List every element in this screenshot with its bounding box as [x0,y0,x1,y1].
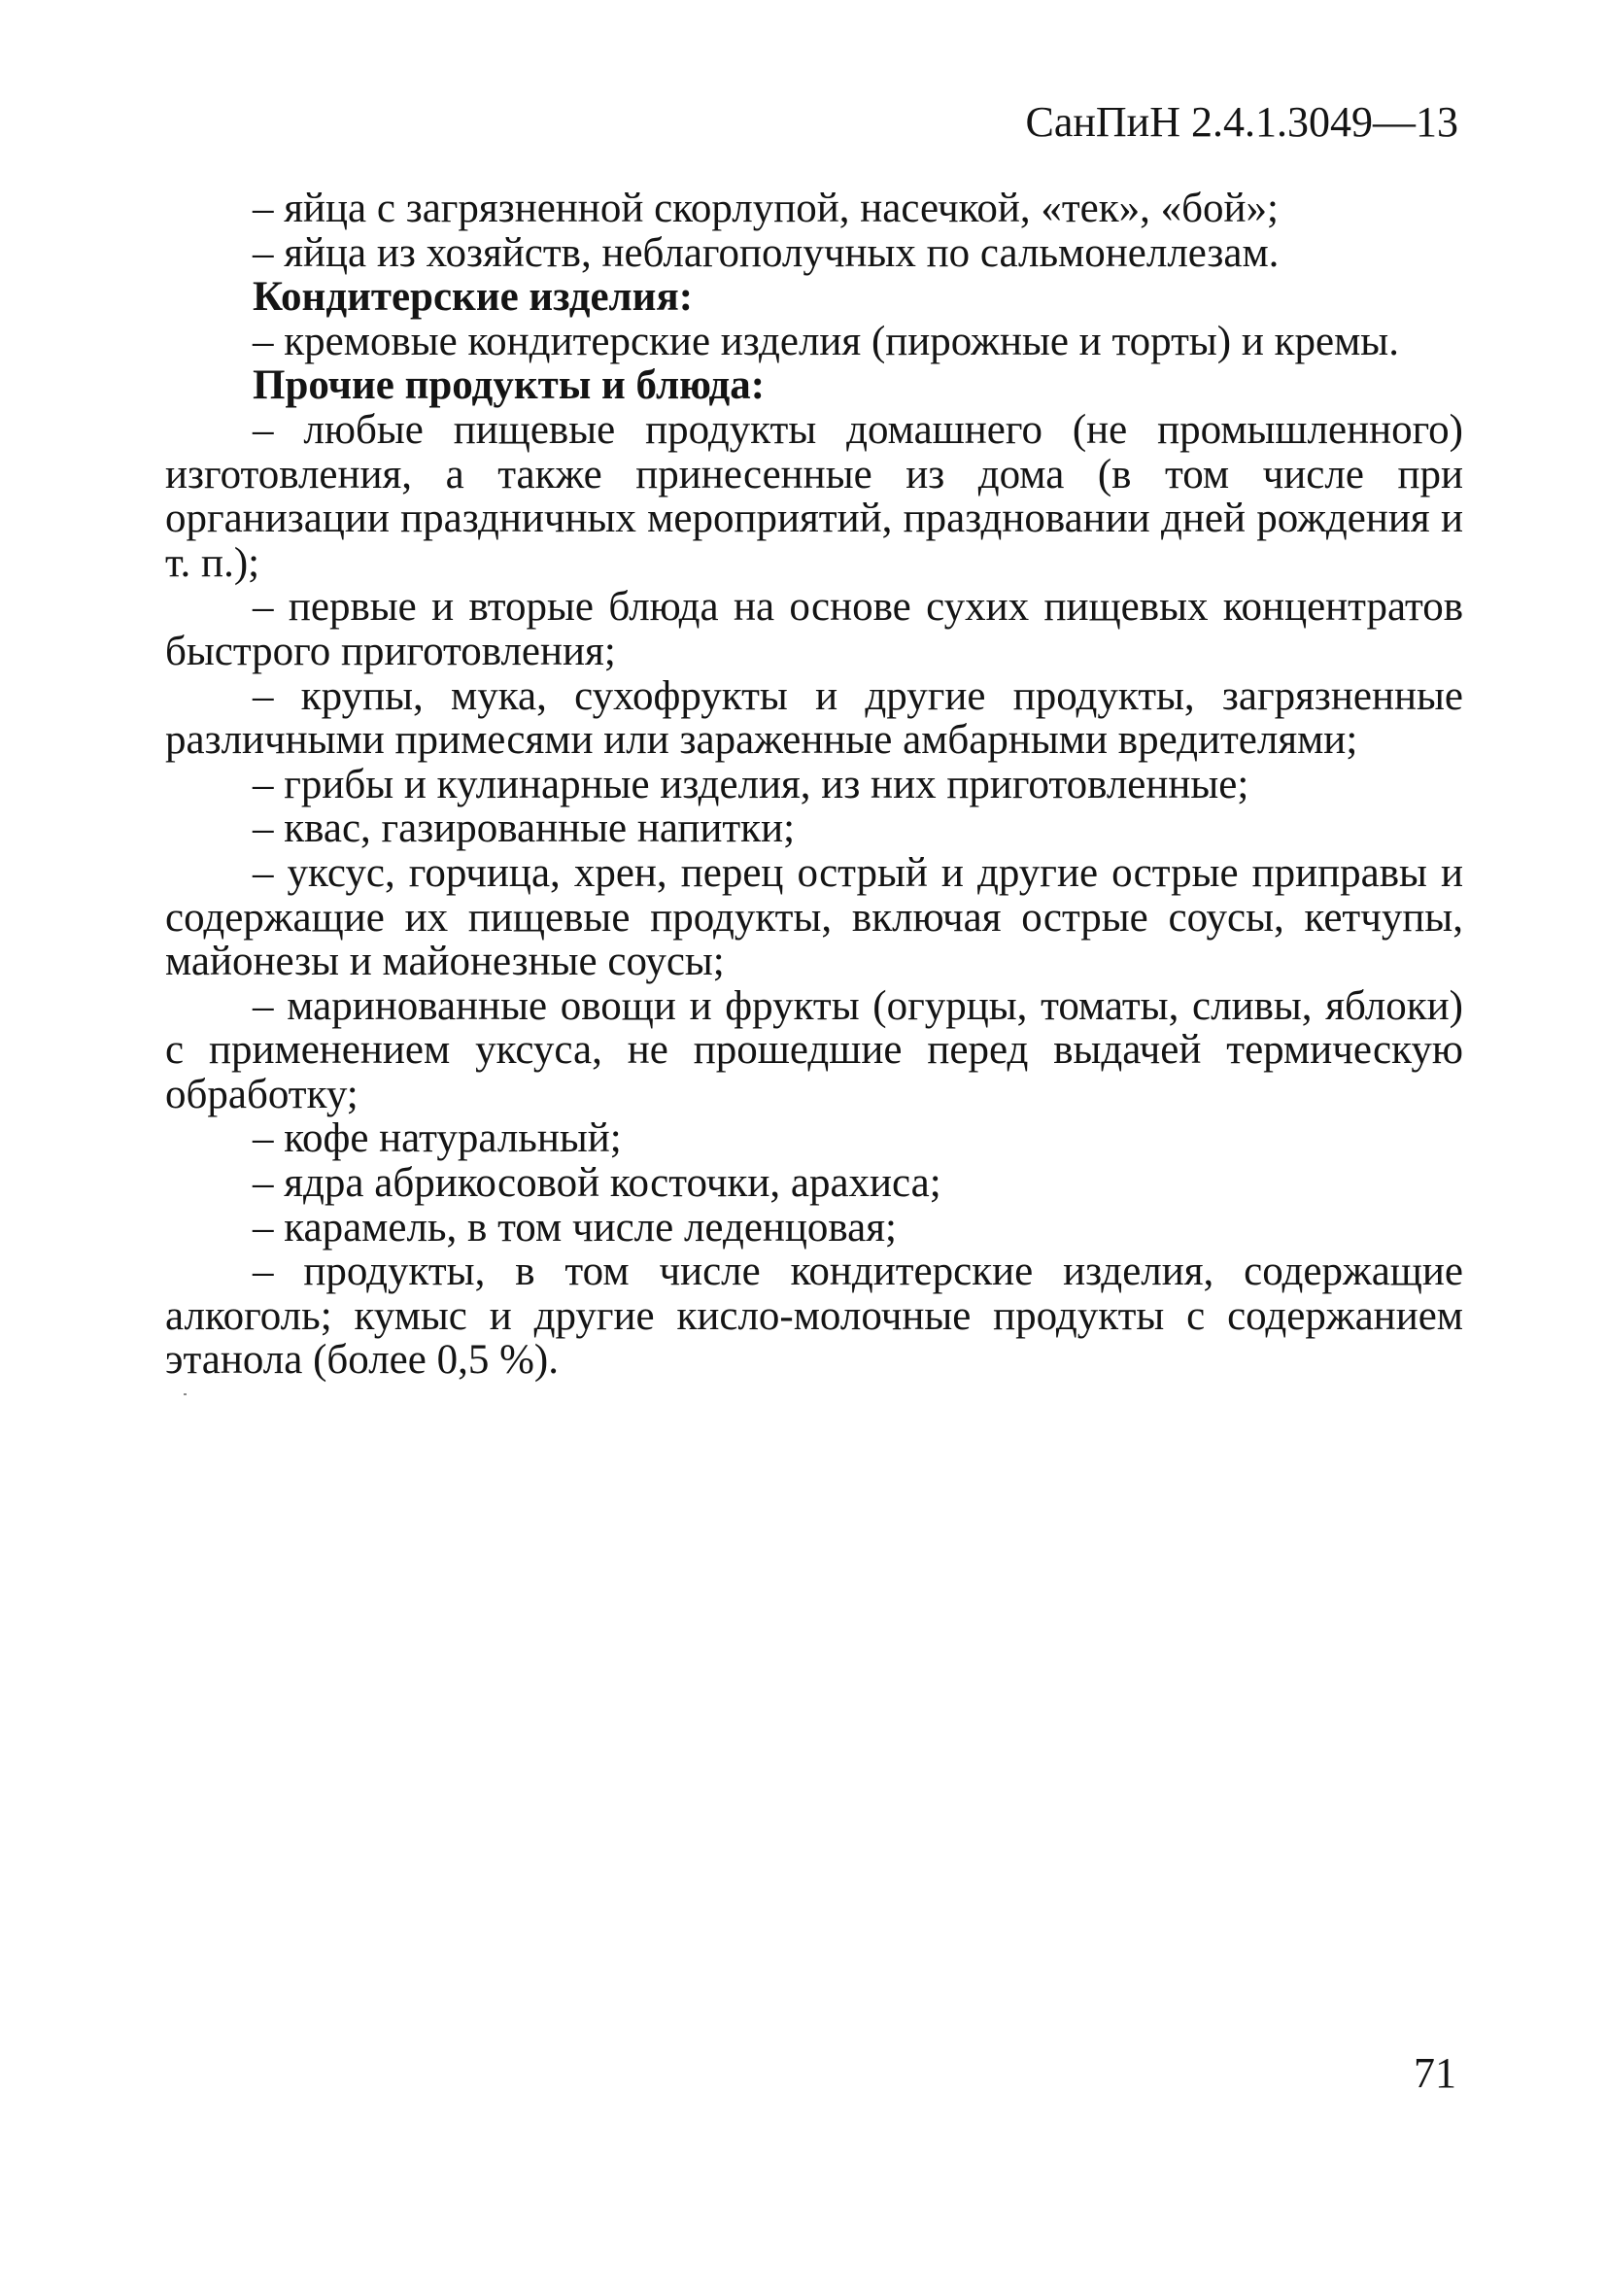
list-item: – карамель, в том числе леденцовая; [253,1204,897,1251]
section-heading: Кондитерские изделия: [253,274,694,321]
scan-speck [184,1393,187,1395]
list-item: – яйца с загрязненной скорлупой, насечкой, «тек», «бой»; [253,186,1279,231]
document-code-header: СанПиН 2.4.1.3049—13 [1025,98,1458,146]
list-item: – кремовые кондитерские изделия (пирожные и торты) и кремы. [253,318,1399,364]
list-item: – грибы и кулинарные изделия, из них приготовленные; [253,761,1249,807]
list-item: – маринованные овощи и фрукты (огурцы, томаты, сливы, яблоки) с применением уксуса, не прошедшие перед выдачей термическую обработку; [165,982,1463,1117]
page-number: 71 [1414,2049,1456,2097]
list-item: – уксус, горчица, хрен, перец острый и другие острые приправы и содержащие их пищевые продукты, включая острые соусы, кетчупы, майонезы и майонезные соусы; [165,849,1463,985]
list-item: – кофе натуральный; [253,1115,622,1162]
section-heading: Прочие продукты и блюда: [253,362,766,409]
list-item: – ядра абрикосовой косточки, арахиса; [253,1160,941,1207]
list-item: – крупы, мука, сухофрукты и другие продукты, загрязненные различными примесями или зараженные амбарными вредителями; [165,672,1463,764]
list-item: – первые и вторые блюда на основе сухих пищевых концентратов быстрого приготовления; [165,584,1463,674]
document-body [165,187,1463,1383]
list-item: – яйца из хозяйств, неблагополучных по сальмонеллезам. [253,229,1280,276]
list-item: – квас, газированные напитки; [253,805,796,852]
list-item: – любые пищевые продукты домашнего (не промышленного) изготовления, а также принесенные из дома (в том числе при организации праздничных мероприятий, праздновании дней рождения и т. п.); [165,406,1463,586]
list-item: – продукты, в том числе кондитерские изделия, содержащие алкоголь; кумыс и другие кисло-молочные продукты с содержанием этанола (более 0,5 %). [165,1249,1463,1384]
